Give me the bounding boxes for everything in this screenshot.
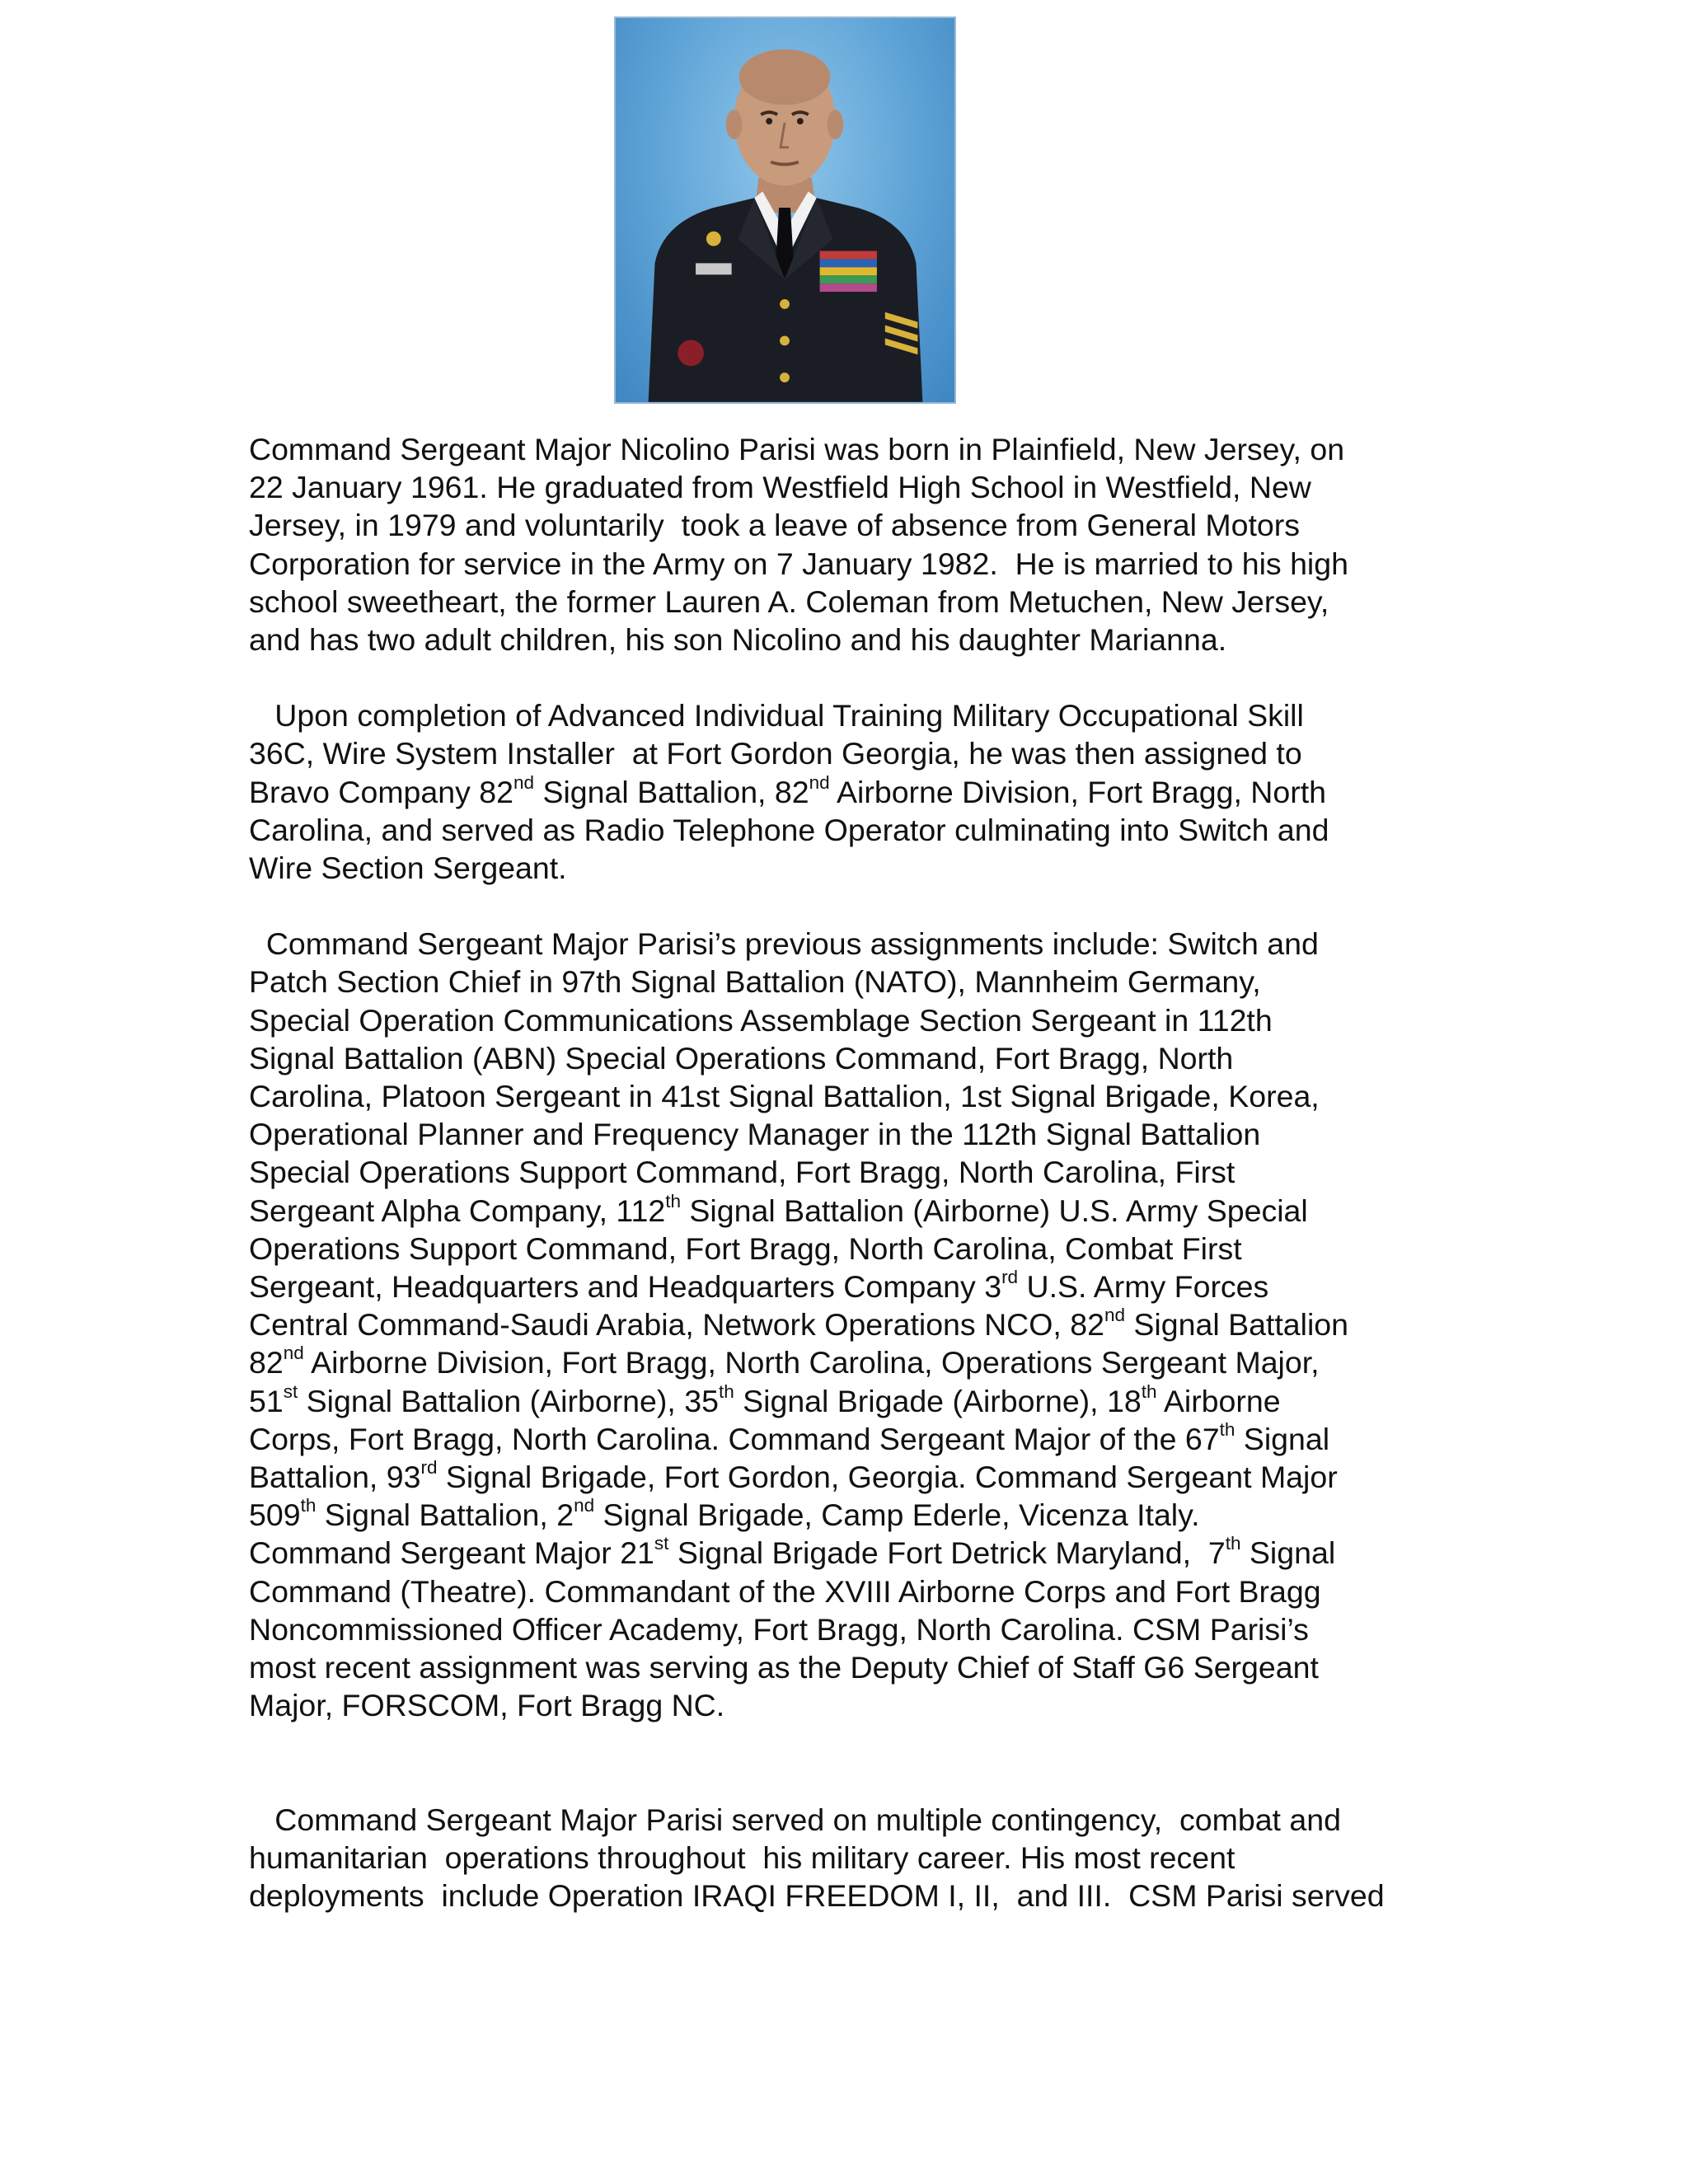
bio-line <box>249 1268 1469 1305</box>
bio-line <box>249 1686 1469 1724</box>
text-run: Airborne Division, Fort Bragg, North <box>829 774 1326 809</box>
text-run: Sergeant Alpha Company, 112 <box>249 1193 666 1228</box>
text-run: Command Sergeant Major 21 <box>249 1535 654 1571</box>
bio-line <box>249 621 1469 658</box>
bio-line <box>249 811 1469 849</box>
text-run: 51 <box>249 1383 284 1418</box>
bio-line <box>249 1420 1469 1458</box>
text-run: Signal Battalion <box>1124 1307 1348 1343</box>
ordinal-suffix: st <box>654 1533 669 1554</box>
text-run: Command Sergeant Major Parisi’s previous assignments include: Switch and <box>249 926 1319 962</box>
bio-line <box>249 1572 1469 1610</box>
bio-paragraph <box>249 696 1469 887</box>
bio-paragraph <box>249 925 1469 1724</box>
ordinal-suffix: nd <box>1104 1305 1125 1326</box>
text-run: 82 <box>249 1345 284 1380</box>
text-run: humanitarian operations throughout his military career. His most recent <box>249 1840 1236 1875</box>
text-run: most recent assignment was serving as the Deputy Chief of Staff G6 Sergeant <box>249 1650 1319 1685</box>
paragraph-spacer <box>249 658 1469 696</box>
text-run: Signal <box>1240 1535 1336 1571</box>
bio-line <box>249 506 1469 544</box>
text-run: deployments include Operation IRAQI FREEDOM I, II, and III. CSM Parisi served <box>249 1877 1385 1913</box>
text-run: Jersey, in 1979 and voluntarily took a leave of absence from General Motors <box>249 508 1300 543</box>
text-run: school sweetheart, the former Lauren A. Coleman from Metuchen, New Jersey, <box>249 583 1329 619</box>
text-run: 509 <box>249 1497 301 1533</box>
text-run: Airborne <box>1156 1383 1281 1418</box>
text-run: Airborne Division, Fort Bragg, North Carolina, Operations Sergeant Major, <box>303 1345 1320 1380</box>
bio-line <box>249 1305 1469 1343</box>
text-run: Wire Section Sergeant. <box>249 851 567 886</box>
text-run: Special Operations Support Command, Fort Bragg, North Carolina, First <box>249 1155 1236 1190</box>
bio-line <box>249 963 1469 1001</box>
portrait-photo <box>614 16 956 404</box>
ordinal-suffix: rd <box>420 1457 438 1479</box>
bio-line <box>249 1610 1469 1648</box>
text-run: Signal Brigade, Fort Gordon, Georgia. Command Sergeant Major <box>437 1460 1338 1495</box>
text-run: Signal Brigade Fort Detrick Maryland, 7 <box>668 1535 1226 1571</box>
ordinal-suffix: nd <box>283 1343 304 1364</box>
bio-line <box>249 1001 1469 1039</box>
bio-line <box>249 773 1469 811</box>
ordinal-suffix: th <box>1219 1419 1236 1440</box>
bio-paragraph <box>249 430 1469 658</box>
bio-line <box>249 1230 1469 1268</box>
bio-line <box>249 1534 1469 1572</box>
text-run: Command Sergeant Major Parisi served on multiple contingency, combat and <box>249 1802 1341 1837</box>
text-run: Sergeant, Headquarters and Headquarters Company 3 <box>249 1269 1002 1305</box>
text-run: U.S. Army Forces <box>1018 1269 1269 1305</box>
text-run: Battalion, 93 <box>249 1460 421 1495</box>
bio-line <box>249 1839 1469 1877</box>
soldier-portrait-image <box>616 18 954 402</box>
paragraph-spacer <box>249 1725 1469 1801</box>
text-run: Operational Planner and Frequency Manager in the 112th Signal Battalion <box>249 1117 1261 1152</box>
text-run: Noncommissioned Officer Academy, Fort Bragg, North Carolina. CSM Parisi’s <box>249 1611 1309 1647</box>
text-run: and has two adult children, his son Nicolino and his daughter Marianna. <box>249 622 1227 658</box>
text-run: 22 January 1961. He graduated from Westfield High School in Westfield, New <box>249 470 1311 505</box>
text-run: 36C, Wire System Installer at Fort Gordon Georgia, he was then assigned to <box>249 736 1302 771</box>
text-run: Command (Theatre). Commandant of the XVIII Airborne Corps and Fort Bragg <box>249 1573 1321 1609</box>
bio-line <box>249 583 1469 621</box>
bio-line <box>249 849 1469 887</box>
bio-line <box>249 1648 1469 1686</box>
text-run: Corporation for service in the Army on 7 January 1982. He is married to his high <box>249 546 1348 581</box>
bio-line <box>249 1877 1469 1915</box>
bio-line <box>249 1153 1469 1191</box>
ordinal-suffix: th <box>718 1380 734 1402</box>
ordinal-suffix: st <box>283 1380 298 1402</box>
text-run: Operations Support Command, Fort Bragg, North Carolina, Combat First <box>249 1230 1242 1266</box>
text-run: Signal Brigade (Airborne), 18 <box>734 1383 1142 1418</box>
text-run: Signal Battalion, 2 <box>316 1497 574 1533</box>
bio-line <box>249 1458 1469 1496</box>
bio-line <box>249 1343 1469 1381</box>
ordinal-suffix: rd <box>1001 1267 1019 1288</box>
text-run: Signal Brigade, Camp Ederle, Vicenza Italy. <box>594 1497 1200 1533</box>
text-run: Patch Section Chief in 97th Signal Battalion (NATO), Mannheim Germany, <box>249 964 1261 1000</box>
text-run: Command Sergeant Major Nicolino Parisi was born in Plainfield, New Jersey, on <box>249 432 1345 466</box>
bio-line <box>249 1039 1469 1077</box>
bio-line <box>249 1115 1469 1153</box>
bio-line <box>249 1077 1469 1115</box>
bio-line <box>249 734 1469 772</box>
bio-line <box>249 1192 1469 1230</box>
ordinal-suffix: th <box>300 1495 316 1516</box>
text-run: Upon completion of Advanced Individual Training Military Occupational Skill <box>249 698 1304 733</box>
bio-paragraph <box>249 1801 1469 1915</box>
biography-text <box>249 430 1469 1915</box>
text-run: Signal Battalion (Airborne) U.S. Army Special <box>680 1193 1308 1228</box>
text-run: Central Command-Saudi Arabia, Network Operations NCO, 82 <box>249 1307 1104 1343</box>
text-run: Carolina, Platoon Sergeant in 41st Signal Battalion, 1st Signal Brigade, Korea, <box>249 1079 1320 1114</box>
ordinal-suffix: th <box>1225 1533 1241 1554</box>
bio-line <box>249 696 1469 734</box>
bio-line <box>249 468 1469 506</box>
text-run: Corps, Fort Bragg, North Carolina. Command Sergeant Major of the 67 <box>249 1421 1220 1456</box>
ordinal-suffix: nd <box>809 771 830 793</box>
ordinal-suffix: nd <box>513 771 535 793</box>
bio-line <box>249 1496 1469 1534</box>
bio-line <box>249 1801 1469 1839</box>
text-run: Signal Battalion, 82 <box>534 774 809 809</box>
text-run: Special Operation Communications Assemblage Section Sergeant in 112th <box>249 1002 1273 1038</box>
text-run: Signal <box>1235 1421 1330 1456</box>
ordinal-suffix: nd <box>574 1495 595 1516</box>
bio-line <box>249 430 1469 468</box>
text-run: Major, FORSCOM, Fort Bragg NC. <box>249 1688 725 1723</box>
text-run: Bravo Company 82 <box>249 774 514 809</box>
bio-line <box>249 925 1469 963</box>
ordinal-suffix: th <box>1141 1380 1157 1402</box>
text-run: Signal Battalion (Airborne), 35 <box>298 1383 719 1418</box>
bio-line <box>249 1382 1469 1420</box>
text-run: Signal Battalion (ABN) Special Operations Command, Fort Bragg, North <box>249 1040 1234 1076</box>
bio-line <box>249 545 1469 583</box>
ordinal-suffix: th <box>665 1190 681 1212</box>
text-run: Carolina, and served as Radio Telephone Operator culminating into Switch and <box>249 812 1329 847</box>
paragraph-spacer <box>249 887 1469 925</box>
